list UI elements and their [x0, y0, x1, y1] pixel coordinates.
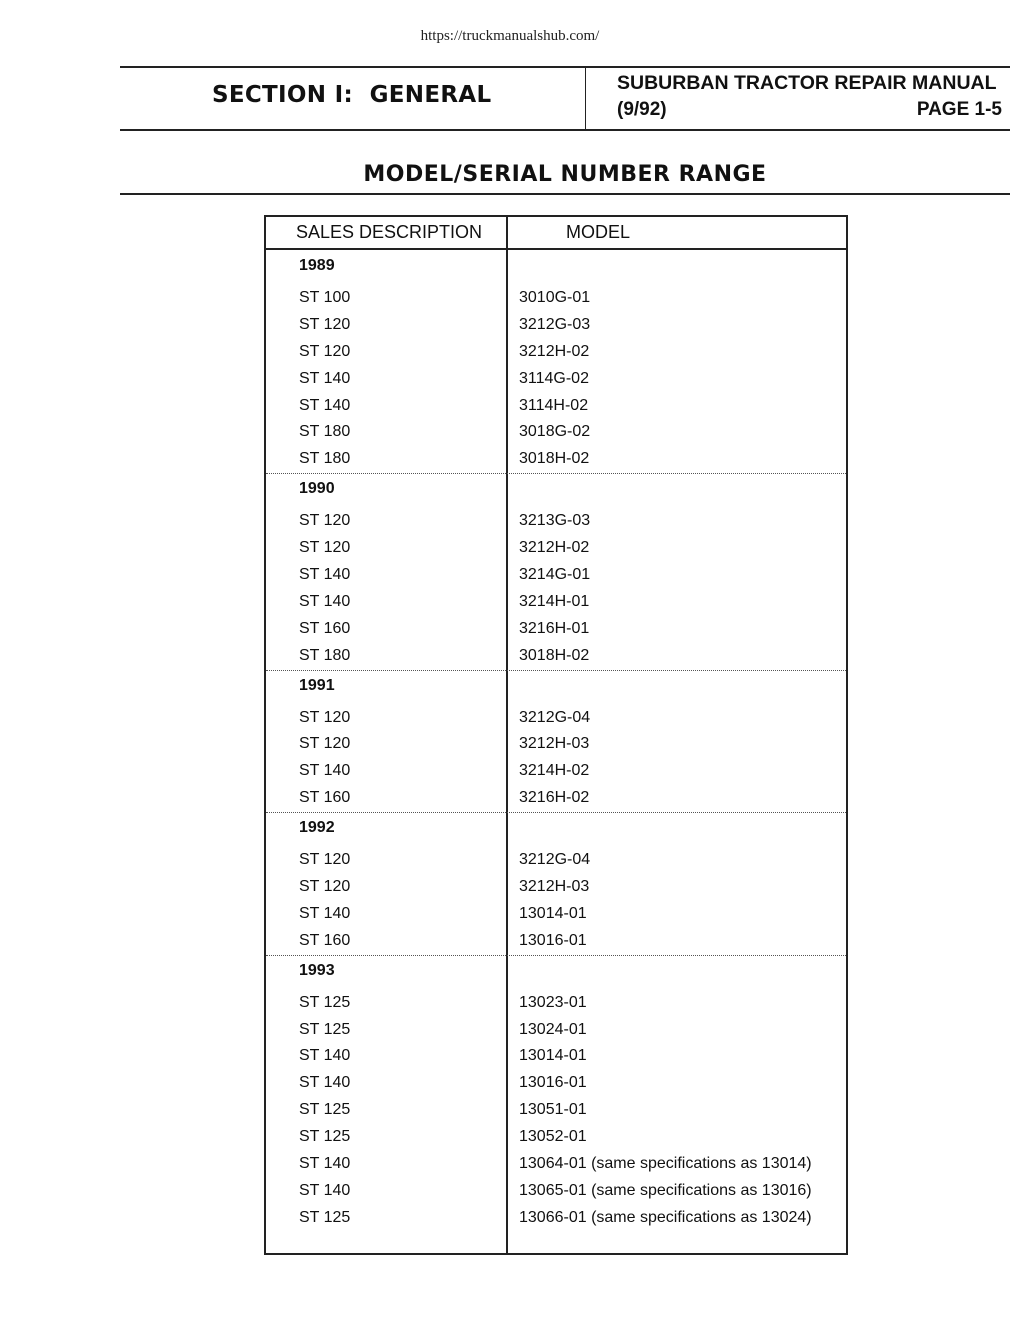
sales-description-cell: ST 180: [299, 646, 351, 664]
model-cell: 3010G-01: [519, 289, 591, 306]
sales-description-cell: ST 140: [299, 592, 351, 610]
header-model: MODEL: [566, 222, 631, 242]
table-row: [266, 847, 846, 874]
sales-description-cell: ST 160: [299, 789, 351, 807]
model-table: [264, 215, 848, 1255]
sales-description-cell: ST 125: [299, 1128, 351, 1146]
year-group: [266, 955, 846, 1232]
sales-description-cell: ST 140: [299, 396, 351, 414]
model-cell: 3216H-02: [519, 789, 590, 807]
sales-description-cell: ST 120: [299, 708, 351, 726]
model-cell: 13064-01 (same specifications as 13014): [519, 1155, 812, 1173]
sales-description-cell: ST 140: [299, 566, 351, 584]
sales-description-cell: ST 120: [299, 735, 351, 753]
table-row: [266, 339, 846, 366]
model-cell: 13016-01: [519, 931, 587, 949]
table-row: [266, 874, 846, 901]
table-header-rule: [266, 248, 846, 250]
year-label: 1992: [299, 819, 335, 837]
model-cell: 13024-01: [519, 1020, 587, 1038]
year-label: 1991: [299, 676, 335, 694]
sales-description-cell: ST 120: [299, 315, 351, 333]
model-cell: 3214H-02: [519, 762, 590, 780]
table-row: [266, 285, 846, 312]
model-cell: 3214H-01: [519, 592, 590, 610]
table-row: [266, 643, 846, 670]
sales-description-cell: ST 140: [299, 1074, 351, 1092]
table-row: [266, 990, 846, 1017]
model-cell: 3212H-02: [519, 539, 590, 557]
model-cell: 13014-01: [519, 904, 587, 922]
sales-description-cell: ST 140: [299, 762, 351, 780]
table-row: [266, 589, 846, 616]
sales-description-cell: ST 160: [299, 931, 351, 949]
model-cell: 13023-01: [519, 993, 587, 1011]
table-row: [266, 535, 846, 562]
sales-description-cell: ST 125: [299, 1101, 351, 1119]
header-divider: [585, 68, 586, 129]
year-label: 1989: [299, 257, 335, 274]
table-row: [266, 446, 846, 473]
table-row: [266, 1178, 846, 1205]
sales-description-cell: ST 140: [299, 1047, 351, 1065]
model-cell: 3114H-02: [519, 396, 589, 414]
model-cell: 3212H-03: [519, 735, 590, 753]
sales-description-cell: ST 180: [299, 450, 351, 468]
manual-date: (9/92): [617, 99, 667, 120]
model-cell: 3114G-02: [519, 369, 589, 387]
table-row: [266, 1043, 846, 1070]
table-row: [266, 1017, 846, 1044]
table-row: [266, 731, 846, 758]
year-group: [266, 473, 846, 669]
header-sales-description: SALES DESCRIPTION: [296, 222, 483, 242]
table-row: [266, 1205, 846, 1232]
year-label: 1990: [299, 480, 335, 498]
model-cell: 3212H-02: [519, 342, 590, 360]
model-cell: 13065-01 (same specifications as 13016): [519, 1181, 812, 1199]
sales-description-cell: ST 100: [299, 289, 351, 306]
model-cell: 3212G-04: [519, 708, 591, 726]
sales-description-cell: ST 120: [299, 851, 351, 869]
table-row: [266, 758, 846, 785]
model-cell: 3212G-04: [519, 851, 591, 869]
model-cell: 3214G-01: [519, 566, 591, 584]
table-row: [266, 1097, 846, 1124]
table-body: [266, 255, 846, 1232]
table-row: [266, 616, 846, 643]
year-group: [266, 670, 846, 813]
model-cell: 3212G-03: [519, 315, 591, 333]
table-row: [266, 562, 846, 589]
table-row: [266, 312, 846, 339]
header-bottom-rule: [120, 129, 1010, 131]
page-title: MODEL/SERIAL NUMBER RANGE: [363, 162, 767, 187]
sales-description-cell: ST 120: [299, 878, 351, 896]
sales-description-cell: ST 140: [299, 369, 351, 387]
sales-description-cell: ST 140: [299, 1155, 351, 1173]
sales-description-cell: ST 125: [299, 1020, 351, 1038]
table-row: [266, 393, 846, 420]
sales-description-cell: ST 125: [299, 1208, 351, 1226]
page-number: PAGE 1-5: [916, 99, 1002, 120]
year-group: [266, 255, 846, 473]
sales-description-cell: ST 120: [299, 512, 351, 530]
sales-description-cell: ST 120: [299, 342, 351, 360]
model-cell: 3018G-02: [519, 423, 591, 441]
table-row: [266, 508, 846, 535]
model-cell: 3213G-03: [519, 512, 591, 530]
source-url: https://truckmanualshub.com/: [420, 28, 600, 44]
table-row: [266, 901, 846, 928]
table-row: [266, 928, 846, 955]
table-row: [266, 705, 846, 732]
header-top-rule: [120, 66, 1010, 68]
model-cell: 13016-01: [519, 1074, 587, 1092]
sales-description-cell: ST 140: [299, 1181, 351, 1199]
model-cell: 3018H-02: [519, 646, 590, 664]
model-cell: 3212H-03: [519, 878, 590, 896]
model-cell: 13066-01 (same specifications as 13024): [519, 1208, 812, 1226]
year-group: [266, 812, 846, 955]
year-label: 1993: [299, 961, 335, 979]
table-row: [266, 366, 846, 393]
table-row: [266, 785, 846, 812]
model-cell: 13014-01: [519, 1047, 587, 1065]
sales-description-cell: ST 125: [299, 993, 351, 1011]
table-row: [266, 1124, 846, 1151]
section-title: SECTION I: GENERAL: [212, 82, 492, 108]
manual-title: SUBURBAN TRACTOR REPAIR MANUAL: [617, 72, 997, 94]
table-row: [266, 419, 846, 446]
sales-description-cell: ST 160: [299, 619, 351, 637]
title-rule: [120, 193, 1010, 195]
sales-description-cell: ST 180: [299, 423, 351, 441]
model-cell: 13051-01: [519, 1101, 587, 1119]
sales-description-cell: ST 140: [299, 904, 351, 922]
model-cell: 3018H-02: [519, 450, 590, 468]
table-row: [266, 1070, 846, 1097]
model-cell: 3216H-01: [519, 619, 590, 637]
model-cell: 13052-01: [519, 1128, 587, 1146]
sales-description-cell: ST 120: [299, 539, 351, 557]
table-row: [266, 1151, 846, 1178]
